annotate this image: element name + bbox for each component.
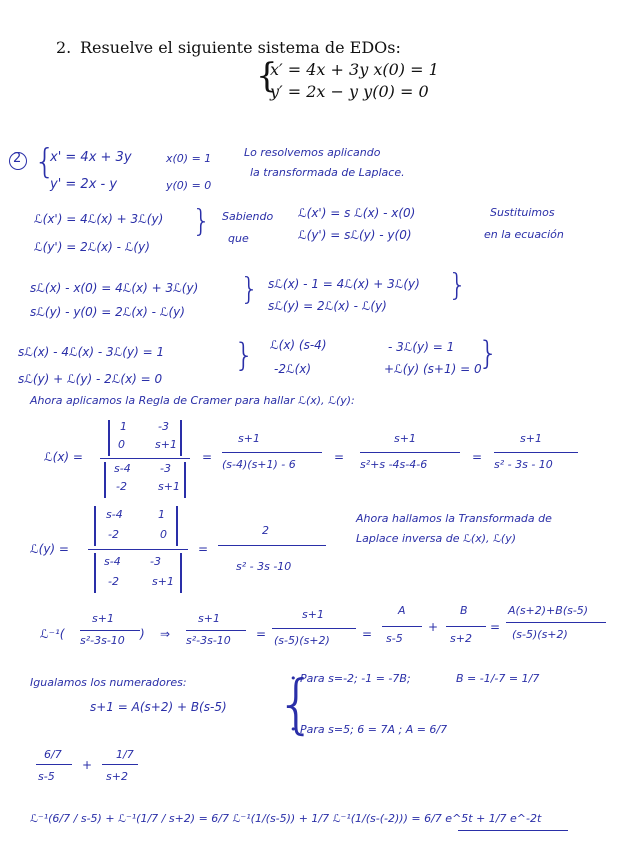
hw-igualamos: Igualamos los numeradores: bbox=[30, 676, 187, 689]
equation-1: x′ = 4x + 3y x(0) = 1 bbox=[270, 60, 439, 79]
hw-note-2: la transformada de Laplace. bbox=[250, 166, 405, 179]
frac-num: 6/7 bbox=[44, 748, 62, 761]
hw-x0: x(0) = 1 bbox=[166, 152, 212, 165]
fraction-bar bbox=[186, 630, 246, 631]
det-cell: 1 bbox=[158, 508, 165, 521]
hw-laplace-x: ℒ(x') = 4ℒ(x) + 3ℒ(y) bbox=[34, 212, 164, 226]
det-bar bbox=[180, 553, 182, 593]
equals-sign: = bbox=[202, 450, 213, 464]
det-cell: s-4 bbox=[104, 555, 121, 568]
det-bar bbox=[94, 506, 96, 546]
det-cell: s+1 bbox=[155, 438, 177, 451]
hw-rearr-y: sℒ(y) + ℒ(y) - 2ℒ(x) = 0 bbox=[18, 372, 163, 386]
frac-den: (s-4)(s+1) - 6 bbox=[222, 458, 296, 471]
frac-num: s+1 bbox=[198, 612, 220, 625]
circled-number-text: 2 bbox=[13, 151, 22, 166]
frac-den: s+2 bbox=[450, 632, 472, 645]
brace-5: } bbox=[478, 334, 499, 372]
close-paren: ) bbox=[140, 627, 145, 641]
hw-sys-y1: -2ℒ(x) bbox=[274, 362, 312, 376]
fraction-bar bbox=[100, 458, 190, 459]
hw-ly-label: ℒ(y) = bbox=[30, 542, 69, 556]
det-cell: -3 bbox=[160, 462, 171, 475]
fraction-bar bbox=[360, 452, 460, 453]
hw-que: que bbox=[228, 232, 249, 245]
frac-den: s²-3s-10 bbox=[80, 634, 125, 647]
hw-numerators: s+1 = A(s+2) + B(s-5) bbox=[90, 700, 227, 714]
hw-y0: y(0) = 0 bbox=[166, 179, 212, 192]
det-bar bbox=[176, 506, 178, 546]
plus-sign: + bbox=[82, 758, 93, 772]
brace-2: } bbox=[240, 272, 260, 307]
frac-num: s+1 bbox=[302, 608, 324, 621]
hw-sub-x: sℒ(x) - x(0) = 4ℒ(x) + 3ℒ(y) bbox=[30, 281, 199, 295]
det-cell: -2 bbox=[108, 528, 119, 541]
hw-eq-y: y' = 2x - y bbox=[50, 177, 118, 192]
hw-cramer: Ahora aplicamos la Regla de Cramer para hallar ℒ(x), ℒ(y): bbox=[30, 394, 355, 407]
fraction-bar bbox=[102, 764, 138, 765]
fraction-bar bbox=[506, 622, 606, 623]
det-cell: -3 bbox=[158, 420, 169, 433]
frac-num: 2 bbox=[262, 524, 269, 537]
det-cell: s+1 bbox=[158, 480, 180, 493]
det-bar bbox=[104, 462, 106, 498]
hw-sys-x1: ℒ(x) (s-4) bbox=[270, 338, 327, 352]
frac-den: s-5 bbox=[386, 632, 403, 645]
det-cell: 0 bbox=[160, 528, 167, 541]
hw-sub-y: sℒ(y) - y(0) = 2ℒ(x) - ℒ(y) bbox=[30, 305, 185, 319]
plus-sign: + bbox=[428, 620, 439, 634]
fraction-bar bbox=[382, 626, 422, 627]
hw-inverse-2: Laplace inversa de ℒ(x), ℒ(y) bbox=[356, 532, 517, 545]
frac-num: 1/7 bbox=[116, 748, 134, 761]
frac-den: (s-5)(s+2) bbox=[274, 634, 330, 647]
frac-den: s+2 bbox=[106, 770, 128, 783]
hw-ly-prime: ℒ(y') = sℒ(y) - y(0) bbox=[298, 228, 412, 242]
result-underline bbox=[458, 830, 568, 831]
frac-den: (s-5)(s+2) bbox=[512, 628, 568, 641]
equals-sign: = bbox=[490, 620, 501, 634]
fraction-bar bbox=[88, 549, 188, 550]
hw-sustituimos: Sustituimos bbox=[490, 206, 555, 219]
fraction-bar bbox=[446, 626, 486, 627]
hw-case-2: • Para s=5; 6 = 7A ; A = 6/7 bbox=[290, 723, 448, 736]
hw-sys-x2: - 3ℒ(y) = 1 bbox=[388, 340, 455, 354]
frac-den: s-5 bbox=[38, 770, 55, 783]
fraction-bar bbox=[80, 630, 140, 631]
hw-inv-laplace: ℒ⁻¹( bbox=[40, 627, 65, 641]
hw-case-1: • Para s=-2; -1 = -7B; bbox=[290, 672, 411, 685]
det-bar bbox=[180, 420, 182, 456]
brace-6: { bbox=[276, 668, 317, 742]
equation-2: y′ = 2x − y y(0) = 0 bbox=[270, 82, 429, 101]
problem-statement: Resuelve el siguiente sistema de EDOs: bbox=[80, 38, 401, 57]
system-brace-handwritten: { bbox=[34, 142, 56, 182]
hw-laplace-y: ℒ(y') = 2ℒ(x) - ℒ(y) bbox=[34, 240, 150, 254]
frac-num: s+1 bbox=[394, 432, 416, 445]
fraction-bar bbox=[272, 628, 356, 629]
frac-den: s²-3s-10 bbox=[186, 634, 231, 647]
equals-sign: = bbox=[472, 450, 483, 464]
frac-num: s+1 bbox=[520, 432, 542, 445]
equals-sign: = bbox=[334, 450, 345, 464]
det-bar bbox=[184, 462, 186, 498]
fraction-bar bbox=[222, 452, 322, 453]
brace-4: } bbox=[234, 336, 255, 374]
det-bar bbox=[108, 420, 110, 456]
hw-eq-x: x' = 4x + 3y bbox=[50, 150, 132, 165]
brace-3: } bbox=[448, 268, 468, 303]
hw-b-value: B = -1/-7 = 1/7 bbox=[456, 672, 540, 685]
fraction-bar bbox=[494, 452, 578, 453]
det-cell: 1 bbox=[120, 420, 127, 433]
fraction-bar bbox=[218, 545, 326, 546]
fraction-bar bbox=[36, 764, 72, 765]
brace-1: } bbox=[192, 204, 212, 239]
hw-note-1: Lo resolvemos aplicando bbox=[244, 146, 381, 159]
det-cell: s+1 bbox=[152, 575, 174, 588]
frac-den: s² - 3s - 10 bbox=[494, 458, 553, 471]
hw-sub-y2: sℒ(y) = 2ℒ(x) - ℒ(y) bbox=[268, 299, 387, 313]
det-cell: s-4 bbox=[106, 508, 123, 521]
implies-arrow: ⇒ bbox=[160, 627, 171, 641]
hw-en-la-ecuacion: en la ecuación bbox=[484, 228, 564, 241]
system-brace: { bbox=[256, 56, 278, 96]
det-cell: -2 bbox=[108, 575, 119, 588]
det-cell: 0 bbox=[118, 438, 125, 451]
hw-sub-x2: sℒ(x) - 1 = 4ℒ(x) + 3ℒ(y) bbox=[268, 277, 420, 291]
det-cell: -2 bbox=[116, 480, 127, 493]
problem-number: 2. bbox=[56, 38, 72, 57]
equals-sign: = bbox=[198, 542, 209, 556]
hw-sys-y2: +ℒ(y) (s+1) = 0 bbox=[384, 362, 482, 376]
hw-rearr-x: sℒ(x) - 4ℒ(x) - 3ℒ(y) = 1 bbox=[18, 345, 165, 359]
frac-den: s² - 3s -10 bbox=[236, 560, 292, 573]
hw-sabiendo: Sabiendo bbox=[222, 210, 274, 223]
equals-sign: = bbox=[362, 627, 373, 641]
hw-lx-prime: ℒ(x') = s ℒ(x) - x(0) bbox=[298, 206, 416, 220]
frac-num: A bbox=[398, 604, 406, 617]
equals-sign: = bbox=[256, 627, 267, 641]
det-cell: s-4 bbox=[114, 462, 131, 475]
frac-num: B bbox=[460, 604, 468, 617]
det-bar bbox=[94, 553, 96, 593]
frac-num: A(s+2)+B(s-5) bbox=[508, 604, 589, 617]
det-cell: -3 bbox=[150, 555, 161, 568]
frac-num: s+1 bbox=[92, 612, 114, 625]
frac-num: s+1 bbox=[238, 432, 260, 445]
hw-lx-label: ℒ(x) = bbox=[44, 450, 83, 464]
frac-den: s²+s -4s-4-6 bbox=[360, 458, 428, 471]
hw-inverse-1: Ahora hallamos la Transformada de bbox=[356, 512, 552, 525]
hw-final-result: ℒ⁻¹(6/7 / s-5) + ℒ⁻¹(1/7 / s+2) = 6/7 ℒ⁻¹(1/(s-5)) + 1/7 ℒ⁻¹(1/(s-(-2))) = 6/7 e^5t + 1/7 e^-2t bbox=[30, 812, 542, 825]
